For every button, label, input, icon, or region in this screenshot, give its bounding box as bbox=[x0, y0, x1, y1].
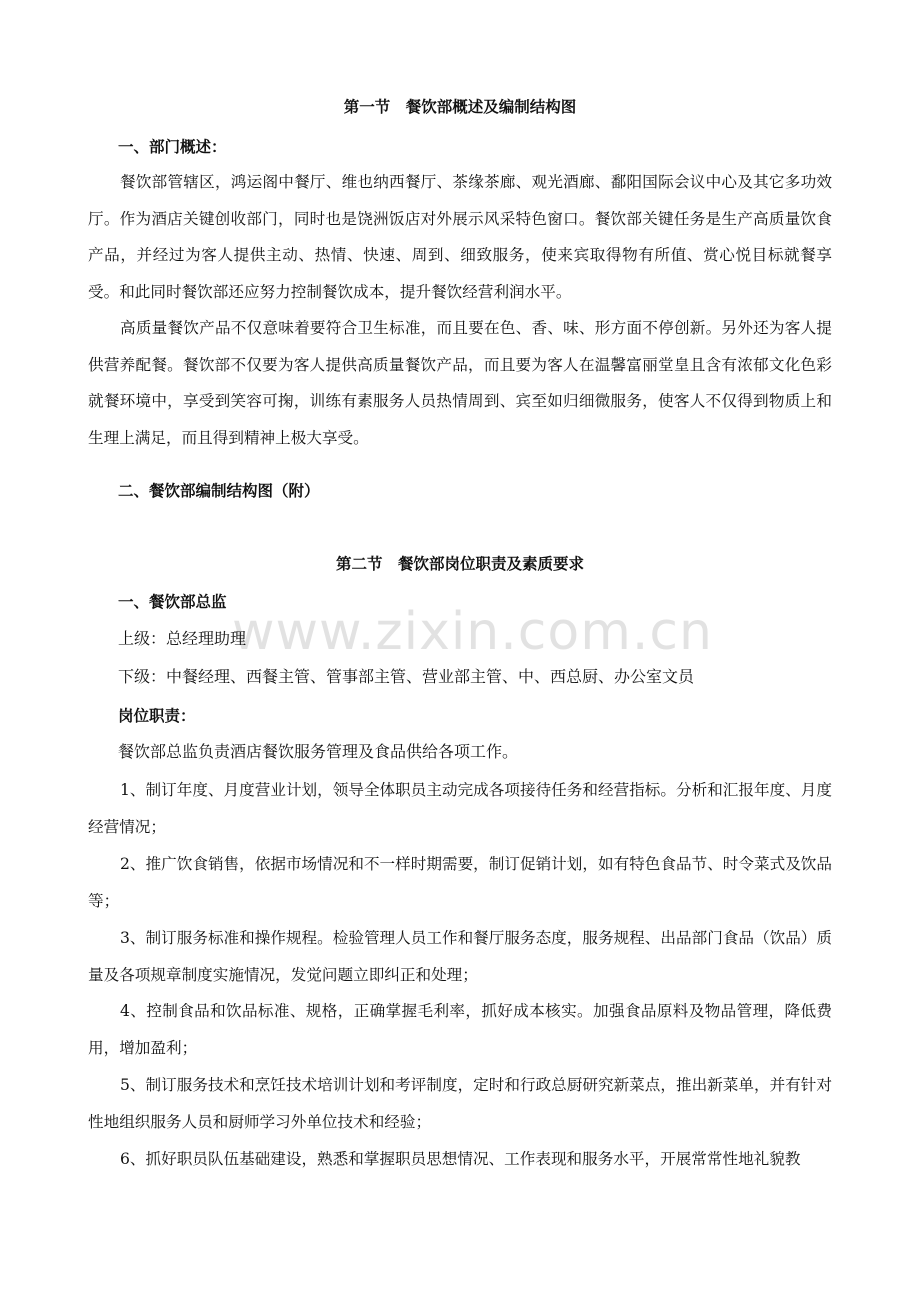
subordinate-line: 下级：中餐经理、西餐主管、管事部主管、营业部主管、中、西总厨、办公室文员 bbox=[118, 667, 695, 686]
duties-heading: 岗位职责： bbox=[118, 707, 196, 725]
watermark: www.zixin.com.cn bbox=[232, 602, 713, 662]
duty-item-2: 2、推广饮食销售，依据市场情况和不一样时期需要，制订促销计划，如有特色食品节、时令菜式及饮品等； bbox=[88, 855, 832, 910]
paragraph-overview-1: 餐饮部管辖区，鸿运阁中餐厅、维也纳西餐厅、茶缘茶廊、观光酒廊、鄱阳国际会议中心及其它多功效厅。作为酒店关键创收部门，同时也是饶洲饭店对外展示风采特色窗口。餐饮部关键任务是生产高质量饮食产品，并经过为客人提供主动、热情、快速、周到、细致服务，使来宾取得物有所值、赏心悦目标就餐享受。和此同时餐饮部还应努力控制餐饮成本，提升餐饮经营利润水平。 bbox=[88, 173, 832, 301]
section-2-title: 第二节 餐饮部岗位职责及素质要求 bbox=[335, 555, 584, 573]
section-1-title: 第一节 餐饮部概述及编制结构图 bbox=[343, 98, 577, 116]
duty-item-1: 1、制订年度、月度营业计划，领导全体职员主动完成各项接待任务和经营指标。分析和汇报年度、月度经营情况； bbox=[88, 781, 832, 836]
duty-item-6: 6、抓好职员队伍基础建设，熟悉和掌握职员思想情况、工作表现和服务水平，开展常常性地礼貌教 bbox=[120, 1150, 801, 1168]
section-2-heading-director: 一、餐饮部总监 bbox=[118, 593, 227, 611]
section-1-heading-overview: 一、部门概述： bbox=[118, 138, 227, 156]
duty-item-5: 5、制订服务技术和烹饪技术培训计划和考评制度，定时和行政总厨研究新菜点，推出新菜单，并有针对性地组织服务人员和厨师学习外单位技术和经验； bbox=[88, 1076, 832, 1131]
duties-intro: 餐饮部总监负责酒店餐饮服务管理及食品供给各项工作。 bbox=[118, 742, 519, 761]
duty-item-3: 3、制订服务标准和操作规程。检验管理人员工作和餐厅服务态度，服务规程、出品部门食品（饮品）质量及各项规章制度实施情况，发觉问题立即纠正和处理； bbox=[88, 929, 832, 984]
duty-item-4: 4、控制食品和饮品标准、规格，正确掌握毛利率，抓好成本核实。加强食品原料及物品管理，降低费用，增加盈利； bbox=[88, 1002, 832, 1057]
paragraph-overview-2: 高质量餐饮产品不仅意味着要符合卫生标准，而且要在色、香、味、形方面不停创新。另外还为客人提供营养配餐。餐饮部不仅要为客人提供高质量餐饮产品，而且要为客人在温馨富丽堂皇且含有浓郁文化色彩就餐环境中，享受到笑容可掬，训练有素服务人员热情周到、宾至如归细微服务，使客人不仅得到物质上和生理上满足，而且得到精神上极大享受。 bbox=[88, 319, 832, 447]
section-1-heading-org-chart: 二、餐饮部编制结构图（附） bbox=[118, 482, 320, 500]
superior-line: 上级：总经理助理 bbox=[118, 629, 247, 648]
